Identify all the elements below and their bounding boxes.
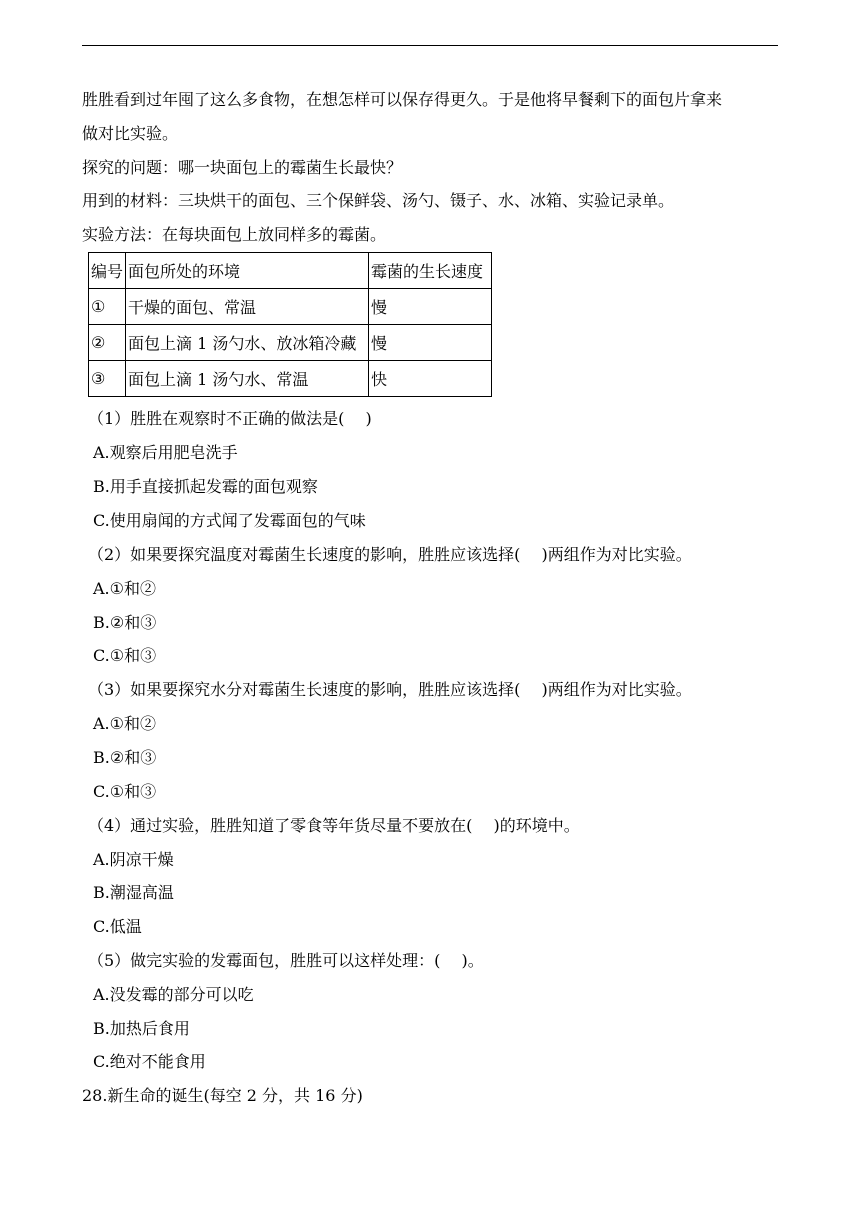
question-2-option-c[interactable]: C.①和③ bbox=[93, 646, 157, 665]
section-28-heading: 28.新生命的诞生(每空 2 分，共 16 分) bbox=[82, 1086, 363, 1105]
table-cell: 慢 bbox=[369, 325, 492, 361]
table-cell: 干燥的面包、常温 bbox=[126, 289, 369, 325]
question-5-option-a[interactable]: A.没发霉的部分可以吃 bbox=[93, 985, 254, 1004]
table-header-row bbox=[89, 253, 492, 289]
question-3-option-a[interactable]: A.①和② bbox=[93, 714, 156, 733]
table-cell: 快 bbox=[369, 361, 492, 397]
intro-line-2: 做对比实验。 bbox=[82, 124, 179, 143]
table-header-cell: 编号 bbox=[89, 253, 126, 289]
question-1-option-c[interactable]: C.使用扇闻的方式闻了发霉面包的气味 bbox=[93, 511, 366, 530]
question-4-option-a[interactable]: A.阴凉干燥 bbox=[93, 850, 174, 869]
question-2-option-b[interactable]: B.②和③ bbox=[93, 613, 157, 632]
problem-text: 探究的问题：哪一块面包上的霉菌生长最快？ bbox=[82, 158, 403, 177]
question-4-option-b[interactable]: B.潮湿高温 bbox=[93, 883, 174, 902]
table-cell: ② bbox=[89, 325, 126, 361]
question-3-stem: （3）如果要探究水分对霉菌生长速度的影响，胜胜应该选择( )两组作为对比实验。 bbox=[88, 680, 692, 699]
question-1-option-a[interactable]: A.观察后用肥皂洗手 bbox=[93, 443, 238, 462]
table-row bbox=[89, 361, 492, 397]
method-text: 实验方法：在每块面包上放同样多的霉菌。 bbox=[82, 225, 387, 244]
intro-line-1: 胜胜看到过年囤了这么多食物，在想怎样可以保存得更久。于是他将早餐剩下的面包片拿来 bbox=[82, 90, 723, 109]
materials-text: 用到的材料：三块烘干的面包、三个保鲜袋、汤勺、镊子、水、冰箱、实验记录单。 bbox=[82, 191, 675, 210]
table-cell: 面包上滴 1 汤勺水、放冰箱冷藏 bbox=[126, 325, 369, 361]
table-cell: ③ bbox=[89, 361, 126, 397]
table-cell: 面包上滴 1 汤勺水、常温 bbox=[126, 361, 369, 397]
question-3-option-c[interactable]: C.①和③ bbox=[93, 782, 157, 801]
table-cell: 慢 bbox=[369, 289, 492, 325]
question-2-stem: （2）如果要探究温度对霉菌生长速度的影响，胜胜应该选择( )两组作为对比实验。 bbox=[88, 545, 692, 564]
table-header-cell: 霉菌的生长速度 bbox=[369, 253, 492, 289]
question-4-option-c[interactable]: C.低温 bbox=[93, 917, 142, 936]
table-cell: ① bbox=[89, 289, 126, 325]
question-1-option-b[interactable]: B.用手直接抓起发霉的面包观察 bbox=[93, 477, 318, 496]
question-1-stem: （1）胜胜在观察时不正确的做法是( ) bbox=[88, 409, 372, 428]
header-rule bbox=[82, 45, 778, 46]
question-5-option-b[interactable]: B.加热后食用 bbox=[93, 1019, 190, 1038]
question-2-option-a[interactable]: A.①和② bbox=[93, 579, 156, 598]
table-header-cell: 面包所处的环境 bbox=[126, 253, 369, 289]
table-row bbox=[89, 325, 492, 361]
question-3-option-b[interactable]: B.②和③ bbox=[93, 748, 157, 767]
question-5-stem: （5）做完实验的发霉面包，胜胜可以这样处理：( )。 bbox=[88, 951, 484, 970]
question-4-stem: （4）通过实验，胜胜知道了零食等年货尽量不要放在( )的环境中。 bbox=[88, 816, 580, 835]
question-5-option-c[interactable]: C.绝对不能食用 bbox=[93, 1052, 206, 1071]
table-row bbox=[89, 289, 492, 325]
experiment-table bbox=[88, 252, 492, 397]
